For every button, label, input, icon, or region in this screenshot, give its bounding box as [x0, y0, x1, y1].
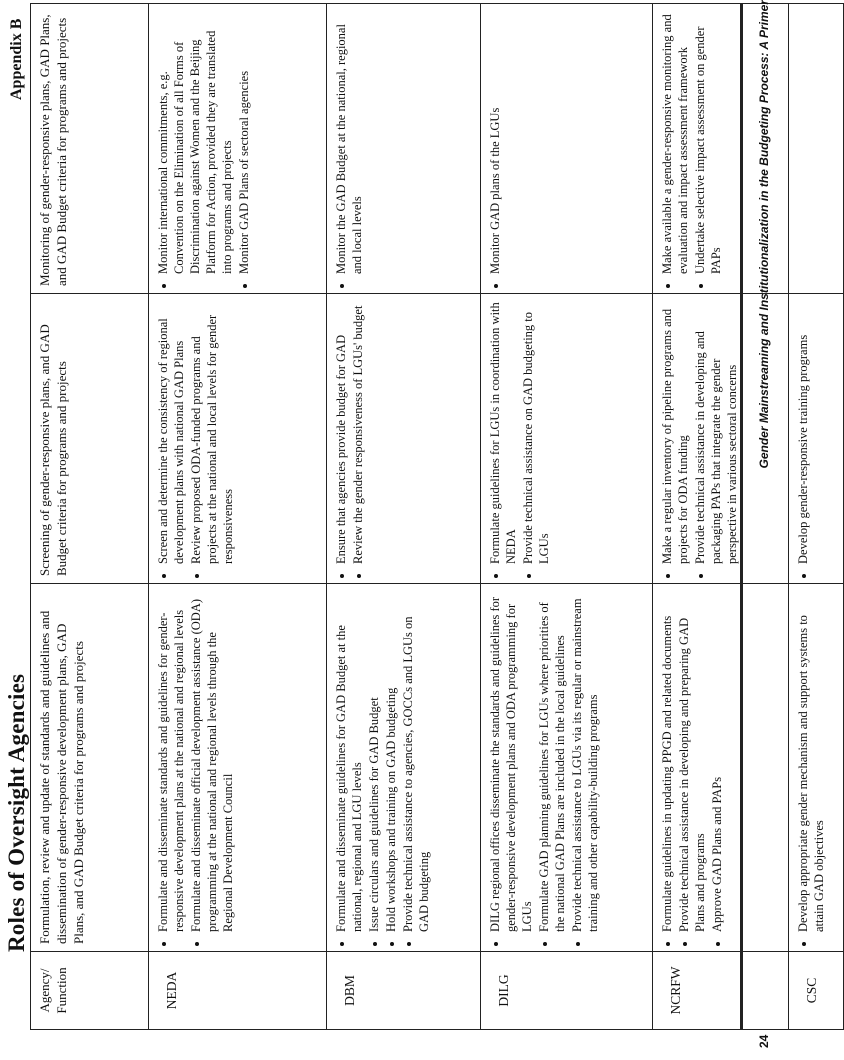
bullet-item: • Formulate and disseminate standards and guidelines for gender-responsive development plans at the national and regional levels: [155, 591, 187, 932]
bullet-item: • Provide technical assistance to agencies, GOCCs and LGUs on GAD budgeting: [400, 591, 432, 932]
bullet-item: • Review proposed ODA-funded programs and projects at the national and local levels for gender responsiveness: [188, 301, 236, 564]
formulation-cell: [481, 584, 653, 952]
table-row: [327, 4, 481, 1030]
bullet-item: • Formulate guidelines for LGUs in coordination with NEDA: [487, 301, 519, 564]
formulation-cell: [327, 584, 481, 952]
bullet-list: [333, 11, 365, 286]
header-monitoring: Monitoring of gender-responsive plans, GAD Plans, and GAD Budget criteria for programs and projects: [31, 4, 149, 294]
screening-cell: [481, 294, 653, 584]
bullet-item: • Monitor the GAD Budget at the national, regional and local levels: [333, 11, 365, 274]
screening-cell: [149, 294, 327, 584]
bullet-list: [333, 301, 366, 576]
page-number: 24: [757, 1034, 771, 1048]
bullet-item: • Monitor GAD Plans of sectoral agencies: [236, 11, 252, 274]
bullet-item: • Issue circulars and guidelines for GAD Budget: [366, 591, 382, 932]
bullet-item: • Monitor GAD plans of the LGUs: [487, 11, 503, 274]
table-row: [481, 4, 653, 1030]
bullet-list: [487, 591, 601, 944]
bullet-item: • Develop appropriate gender mechanism and support systems to attain GAD objectives: [795, 591, 827, 932]
bullet-list: [155, 591, 236, 944]
bullet-item: • Screen and determine the consistency of regional development plans with national GAD Plans: [155, 301, 187, 564]
bullet-list: [659, 591, 725, 944]
bullet-item: • Provide technical assistance in developing and preparing GAD Plans and programs: [676, 591, 708, 932]
bullet-item: • Provide technical assistance in developing and packaging PAPs that integrate the gender perspective in various sectoral concerns: [692, 301, 740, 564]
table-header-row: [31, 4, 149, 1030]
bullet-item: • Approve GAD Plans and PAPs: [709, 591, 725, 932]
formulation-cell: [149, 584, 327, 952]
screening-cell: [327, 294, 481, 584]
bullet-item: • DILG regional offices disseminate the standards and guidelines for gender-responsive development plans and ODA programming for LGUs: [487, 591, 535, 932]
header-screening: Screening of gender-responsive plans, and GAD Budget criteria for programs and projects: [31, 294, 149, 584]
bullet-item: • Provide technical assistance on GAD budgeting to LGUs: [520, 301, 552, 564]
monitoring-cell: [481, 4, 653, 294]
bullet-item: • Formulate and disseminate official development assistance (ODA) programming at the national and regional levels through the Regional Development Council: [188, 591, 236, 932]
bullet-item: • Formulate GAD planning guidelines for LGUs where priorities of the national GAD Plans are included in the local guidelines: [536, 591, 568, 932]
bullet-list: [487, 301, 552, 576]
agency-cell: DILG: [481, 952, 653, 1030]
bullet-item: • Develop gender-responsive training programs: [795, 301, 811, 564]
bullet-item: • Review the gender responsiveness of LGUs' budget: [350, 301, 366, 564]
footer-rule: [740, 4, 743, 1030]
monitoring-cell: [327, 4, 481, 294]
bullet-item: • Formulate guidelines in updating PPGD and related documents: [659, 591, 675, 932]
monitoring-cell: [789, 4, 844, 294]
bullet-list: [155, 11, 252, 286]
bullet-item: • Ensure that agencies provide budget for GAD: [333, 301, 349, 564]
bullet-item: • Make available a gender-responsive monitoring and evaluation and impact assessment framework: [659, 11, 691, 274]
screening-cell: [789, 294, 844, 584]
table-row: [789, 4, 844, 1030]
table-row: [149, 4, 327, 1030]
bullet-item: • Make a regular inventory of pipeline programs and projects for ODA funding: [659, 301, 691, 564]
agency-cell: NEDA: [149, 952, 327, 1030]
formulation-cell: [789, 584, 844, 952]
bullet-item: • Undertake selective impact assessment on gender PAPs: [692, 11, 724, 274]
bullet-item: • Monitor international commitments, e.g. Convention on the Elimination of all Forms of Discrimination against Women and the Beijing Platform for Action, provided they are translated into programs and projects: [155, 11, 235, 274]
agency-cell: DBM: [327, 952, 481, 1030]
bullet-list: [659, 301, 740, 576]
bullet-item: • Hold workshops and training on GAD budgeting: [383, 591, 399, 932]
monitoring-cell: [149, 4, 327, 294]
agency-cell: CSC: [789, 952, 844, 1030]
bullet-list: [487, 11, 503, 286]
bullet-list: [155, 301, 236, 576]
page-title: Roles of Oversight Agencies: [4, 673, 29, 952]
roles-table: [30, 3, 844, 1030]
bullet-item: • Formulate and disseminate guidelines for GAD Budget at the national, regional and LGU levels: [333, 591, 365, 932]
agency-cell: NCRFW: [653, 952, 789, 1030]
bullet-list: [333, 591, 432, 944]
header-agency-function: Agency/ Function: [31, 952, 149, 1030]
bullet-item: • Provide technical assistance to LGUs via its regular or mainstream training and other capability-building programs: [569, 591, 601, 932]
bullet-list: [795, 301, 811, 576]
header-formulation: Formulation, review and update of standards and guidelines and dissemination of gender-responsive development plans, GAD Plans, and GAD Budget criteria for programs and projects: [31, 584, 149, 952]
footer-text: Gender Mainstreaming and Institutionalization in the Budgeting Process: A Primer: [757, 0, 771, 469]
bullet-list: [659, 11, 724, 286]
appendix-label: Appendix B: [8, 18, 25, 100]
formulation-cell: [653, 584, 789, 952]
bullet-list: [795, 591, 827, 944]
